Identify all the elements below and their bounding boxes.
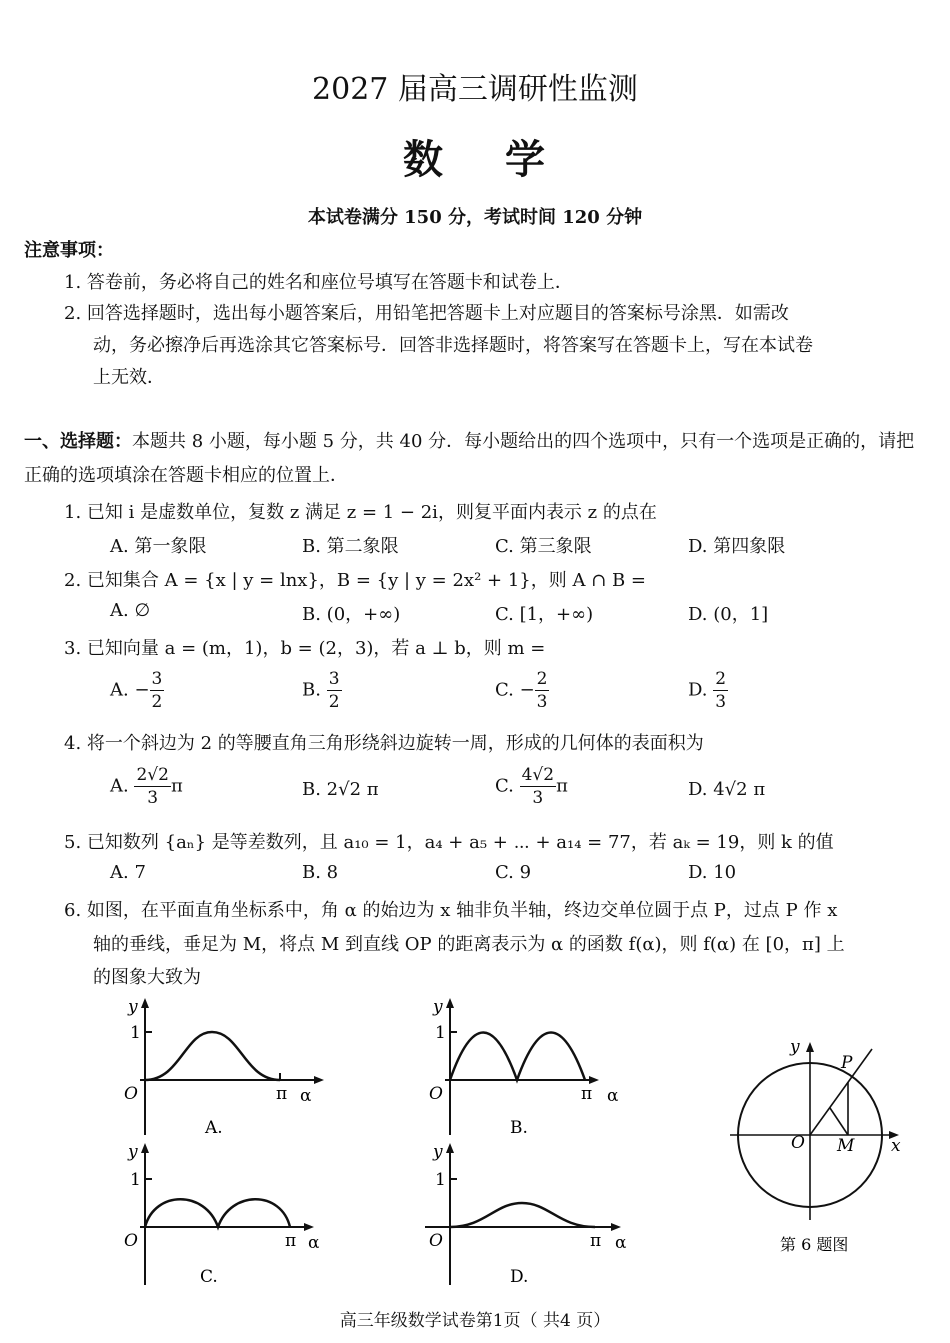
graph-option-a	[110, 995, 330, 1140]
notice-item-1: 1. 答卷前，务必将自己的姓名和座位号填写在答题卡和试卷上．	[64, 272, 573, 293]
svg-text:1: 1	[435, 1170, 446, 1190]
svg-text:x: x	[891, 1136, 901, 1156]
question-6-line-1: 6. 如图，在平面直角坐标系中，角 α 的始边为 x 轴非负半轴，终边交单位圆于点 P，过点 P 作 x	[64, 900, 838, 921]
svg-text:α: α	[607, 1086, 619, 1106]
svg-text:C.: C.	[200, 1267, 218, 1287]
q2-option-a: A. ∅	[110, 600, 151, 621]
svg-text:第 6 题图: 第 6 题图	[780, 1235, 849, 1254]
svg-text:y: y	[790, 1037, 800, 1057]
svg-text:O: O	[124, 1084, 138, 1104]
svg-text:π: π	[276, 1084, 288, 1104]
svg-text:y: y	[128, 1142, 138, 1162]
svg-text:P: P	[841, 1053, 853, 1073]
subject-title: 数 学	[403, 136, 547, 183]
question-2-stem: 2. 已知集合 A = {x | y = lnx}，B = {y | y = 2x² + 1}，则 A ∩ B =	[64, 570, 647, 591]
q3-option-a: A. − $\frac{3}{2}$	[110, 669, 163, 712]
svg-text:α: α	[308, 1233, 320, 1253]
svg-text:π: π	[590, 1231, 602, 1251]
svg-text:π: π	[581, 1084, 593, 1104]
question-1-stem: 1. 已知 i 是虚数单位，复数 z 满足 z = 1 − 2i，则复平面内表示 z 的点在	[64, 502, 657, 523]
svg-text:π: π	[285, 1231, 297, 1251]
notice-item-2-end: 上无效．	[93, 367, 165, 388]
svg-text:A.: A.	[205, 1118, 223, 1138]
q1-option-d: D. 第四象限	[688, 536, 786, 557]
svg-text:1: 1	[435, 1023, 446, 1043]
section-choice-intro: 一、选择题：本题共 8 小题，每小题 5 分，共 40 分．每小题给出的四个选项中，只有一个选项是正确的，请把正确的选项填涂在答题卡相应的位置上．	[24, 431, 915, 486]
q5-option-d: D. 10	[688, 862, 737, 883]
svg-text:1: 1	[130, 1023, 141, 1043]
notice-item-2: 2. 回答选择题时，选出每小题答案后，用铅笔把答题卡上对应题目的答案标号涂黑．如需改	[64, 303, 789, 324]
svg-text:y: y	[433, 1142, 443, 1162]
q1-option-c: C. 第三象限	[495, 536, 592, 557]
q4-option-c: C. $\frac{4√2}{3}$ π	[495, 765, 568, 808]
q3-option-d: D. $\frac{2}{3}$	[688, 669, 727, 712]
score-info: 本试卷满分 150 分，考试时间 120 分钟	[307, 207, 643, 228]
exam-title: 2027 届高三调研性监测	[312, 72, 638, 107]
q2-option-c: C. [1，+∞)	[495, 604, 594, 625]
figure-6-unit-circle	[725, 1020, 915, 1260]
notice-title: 注意事项：	[24, 240, 114, 261]
page-footer: 高三年级数学试卷第1页（ 共4 页）	[339, 1311, 611, 1331]
q2-option-d: D. (0，1]	[688, 604, 769, 625]
svg-text:O: O	[429, 1084, 443, 1104]
question-4-stem: 4. 将一个斜边为 2 的等腰直角三角形绕斜边旋转一周，形成的几何体的表面积为	[64, 733, 704, 754]
q3-option-b: B. $\frac{3}{2}$	[302, 669, 340, 712]
svg-text:y: y	[128, 997, 138, 1017]
q5-option-a: A. 7	[110, 862, 146, 883]
q4-option-d: D. 4√2 π	[688, 779, 766, 800]
q5-option-c: C. 9	[495, 862, 532, 883]
graph-option-c	[110, 1140, 330, 1290]
q4-option-a: A. $\frac{2√2}{3}$ π	[110, 765, 183, 808]
svg-text:D.: D.	[510, 1267, 529, 1287]
svg-text:α: α	[615, 1233, 627, 1253]
svg-text:B.: B.	[510, 1118, 528, 1138]
notice-item-2-cont: 动，务必擦净后再选涂其它答案标号．回答非选择题时，将答案写在答题卡上，写在本试卷	[93, 335, 813, 356]
svg-text:α: α	[300, 1086, 312, 1106]
svg-text:O: O	[429, 1231, 443, 1251]
svg-text:1: 1	[130, 1170, 141, 1190]
svg-text:O: O	[124, 1231, 138, 1251]
graph-option-b	[415, 995, 635, 1140]
svg-text:M: M	[837, 1136, 855, 1156]
q1-option-a: A. 第一象限	[110, 536, 207, 557]
svg-text:y: y	[433, 997, 443, 1017]
graph-option-d	[415, 1140, 640, 1290]
question-6-line-3: 的图象大致为	[93, 967, 201, 988]
q2-option-b: B. (0，+∞)	[302, 604, 401, 625]
question-5-stem: 5. 已知数列 {aₙ} 是等差数列，且 a₁₀ = 1，a₄ + a₅ + ⋯ + a₁₄ = 77，若 aₖ = 19，则 k 的值	[64, 832, 834, 853]
q3-option-c: C. − $\frac{2}{3}$	[495, 669, 548, 712]
question-6-line-2: 轴的垂线，垂足为 M，将点 M 到直线 OP 的距离表示为 α 的函数 f(α)，则 f(α) 在 [0，π] 上	[93, 934, 845, 955]
question-3-stem: 3. 已知向量 a = (m，1)，b = (2，3)，若 a ⊥ b，则 m =	[64, 638, 546, 659]
q1-option-b: B. 第二象限	[302, 536, 399, 557]
svg-text:O: O	[791, 1133, 805, 1153]
q4-option-b: B. 2√2 π	[302, 779, 379, 800]
q5-option-b: B. 8	[302, 862, 339, 883]
